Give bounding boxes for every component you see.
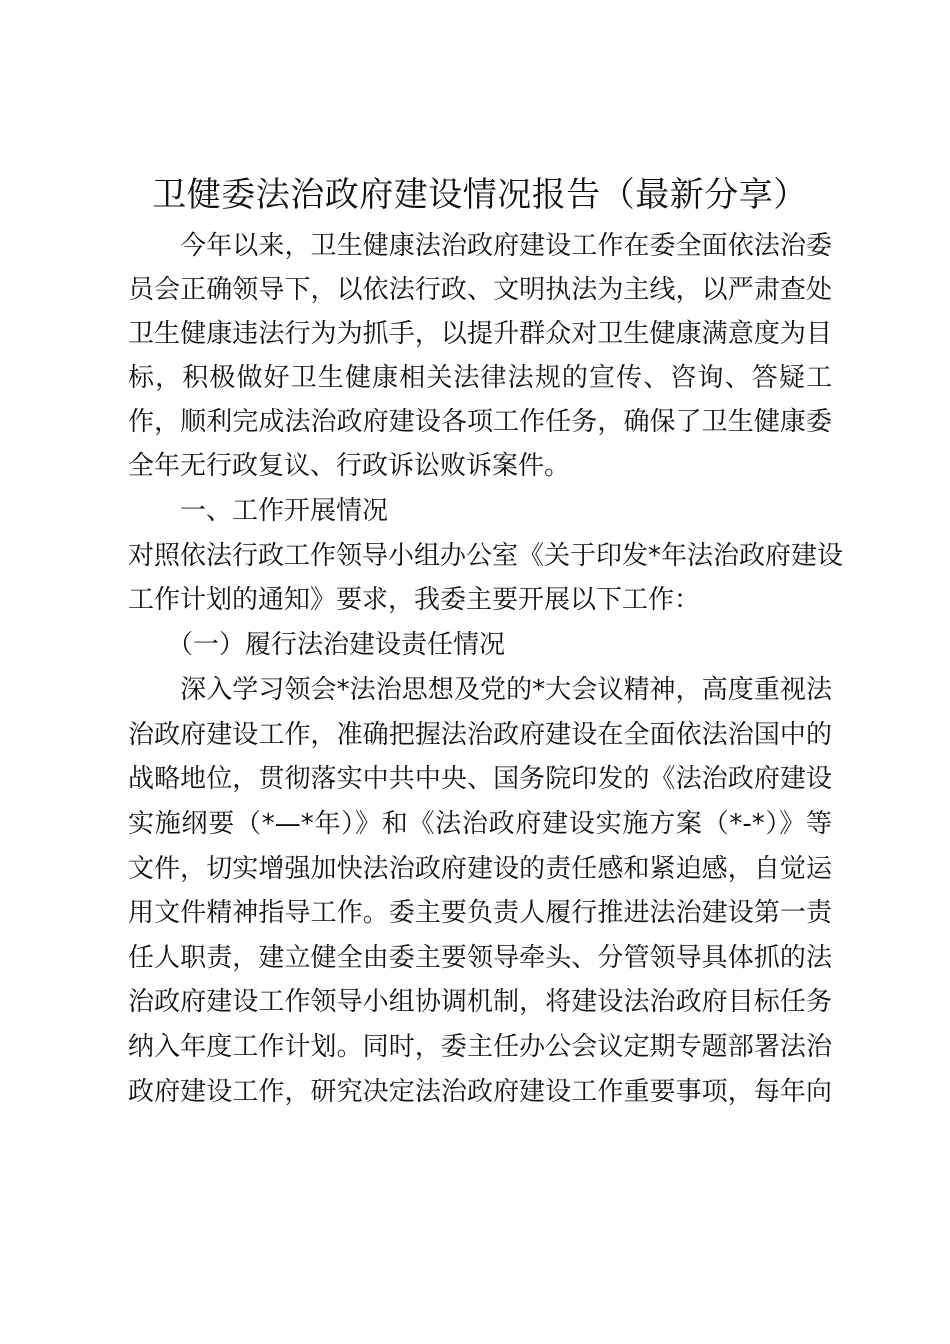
text-line: 文件，切实增强加快法治政府建设的责任感和紧迫感，自觉运 bbox=[128, 854, 832, 884]
section-heading: 一、工作开展情况 bbox=[128, 496, 389, 526]
text-line: 今年以来，卫生健康法治政府建设工作在委全面依法治委 bbox=[128, 231, 832, 261]
text-line: 标，积极做好卫生健康相关法律法规的宣传、咨询、答疑工 bbox=[128, 363, 832, 393]
text-line: 工作计划的通知》要求，我委主要开展以下工作： bbox=[128, 585, 701, 615]
text-line: 战略地位，贯彻落实中共中央、国务院印发的《法治政府建设 bbox=[128, 764, 832, 794]
text-line: 治政府建设工作领导小组协调机制，将建设法治政府目标任务 bbox=[128, 987, 832, 1017]
text-line: 用文件精神指导工作。委主要负责人履行推进法治建设第一责 bbox=[128, 898, 832, 928]
subsection-heading: （一）履行法治建设责任情况 bbox=[128, 630, 506, 660]
text-line: 作，顺利完成法治政府建设各项工作任务，确保了卫生健康委 bbox=[128, 407, 832, 437]
text-line: 实施纲要（*—*年）》和《法治政府建设实施方案（*-*）》等 bbox=[128, 809, 832, 839]
text-line: 政府建设工作，研究决定法治政府建设工作重要事项，每年向 bbox=[128, 1077, 832, 1107]
text-line: 全年无行政复议、行政诉讼败诉案件。 bbox=[128, 451, 571, 481]
text-line: 对照依法行政工作领导小组办公室《关于印发*年法治政府建设 bbox=[128, 541, 844, 571]
text-line: 卫生健康违法行为为抓手，以提升群众对卫生健康满意度为目 bbox=[128, 319, 832, 349]
text-line: 员会正确领导下，以依法行政、文明执法为主线，以严肃查处 bbox=[128, 275, 832, 305]
text-line: 任人职责，建立健全由委主要领导牵头、分管领导具体抓的法 bbox=[128, 943, 832, 973]
document-title: 卫健委法治政府建设情况报告（最新分享） bbox=[152, 175, 808, 215]
text-line: 深入学习领会*法治思想及党的*大会议精神，高度重视法 bbox=[128, 675, 832, 705]
text-line: 纳入年度工作计划。同时，委主任办公会议定期专题部署法治 bbox=[128, 1032, 832, 1062]
text-line: 治政府建设工作，准确把握法治政府建设在全面依法治国中的 bbox=[128, 720, 832, 750]
